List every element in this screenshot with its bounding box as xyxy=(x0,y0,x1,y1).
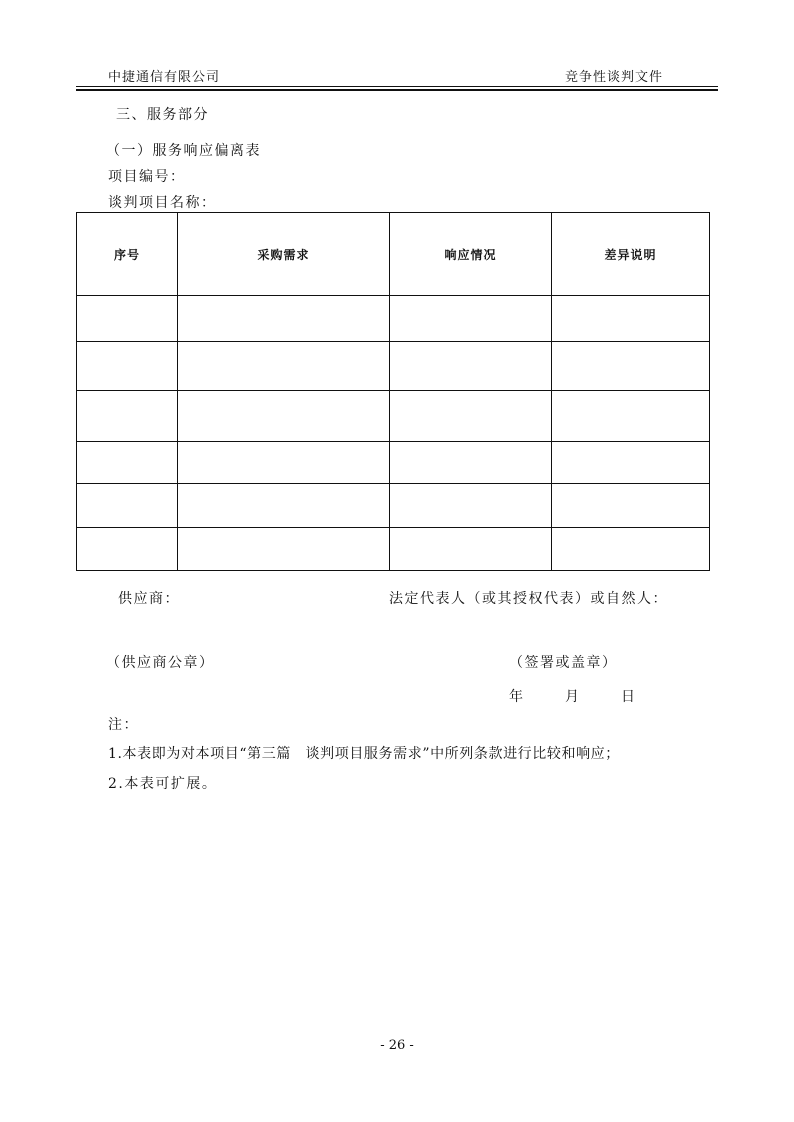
table-cell[interactable] xyxy=(552,296,710,342)
table-cell[interactable] xyxy=(178,342,390,391)
header-doc-type: 竞争性谈判文件 xyxy=(564,70,663,85)
table-cell[interactable] xyxy=(178,442,390,484)
table-row xyxy=(77,528,710,571)
table-row xyxy=(77,391,710,442)
table-row xyxy=(77,342,710,391)
header-company: 中捷通信有限公司 xyxy=(108,70,221,85)
table-cell[interactable] xyxy=(77,528,178,571)
column-header-requirement: 采购需求 xyxy=(178,213,390,296)
table-cell[interactable] xyxy=(390,442,552,484)
table-cell[interactable] xyxy=(552,391,710,442)
table-cell[interactable] xyxy=(77,391,178,442)
note-item: 1.本表即为对本项目“第三篇 谈判项目服务需求”中所列条款进行比较和响应； xyxy=(108,746,620,762)
table-cell[interactable] xyxy=(77,296,178,342)
table-cell[interactable] xyxy=(178,484,390,528)
date-day: 日 xyxy=(621,689,637,705)
table-cell[interactable] xyxy=(552,442,710,484)
project-name-label: 谈判项目名称： xyxy=(108,195,217,211)
date-year: 年 xyxy=(509,689,525,705)
column-header-seq: 序号 xyxy=(77,213,178,296)
notes-title: 注： xyxy=(108,717,139,733)
table-cell[interactable] xyxy=(552,484,710,528)
sign-or-seal-label: （签署或盖章） xyxy=(509,655,618,671)
page-number: - 26 - xyxy=(380,1038,414,1053)
table-cell[interactable] xyxy=(552,342,710,391)
table-header-row xyxy=(77,213,710,296)
header-rule-thin xyxy=(76,86,718,87)
table-cell[interactable] xyxy=(77,442,178,484)
header-rule-thick xyxy=(76,89,718,91)
legal-rep-label: 法定代表人（或其授权代表）或自然人： xyxy=(389,591,668,607)
table-cell[interactable] xyxy=(77,342,178,391)
table-cell[interactable] xyxy=(178,391,390,442)
date-month: 月 xyxy=(565,689,581,705)
table-cell[interactable] xyxy=(390,391,552,442)
column-header-deviation: 差异说明 xyxy=(552,213,710,296)
section-title: 三、服务部分 xyxy=(116,107,209,123)
note-item: 2.本表可扩展。 xyxy=(108,776,218,792)
column-header-response: 响应情况 xyxy=(390,213,552,296)
table-cell[interactable] xyxy=(77,484,178,528)
table-cell[interactable] xyxy=(552,528,710,571)
table-cell[interactable] xyxy=(390,342,552,391)
table-row xyxy=(77,442,710,484)
supplier-seal-label: （供应商公章） xyxy=(106,655,215,671)
service-deviation-table xyxy=(76,212,710,571)
table-cell[interactable] xyxy=(390,484,552,528)
table-cell[interactable] xyxy=(178,296,390,342)
table-cell[interactable] xyxy=(178,528,390,571)
subsection-title: （一）服务响应偏离表 xyxy=(106,143,261,159)
table-cell[interactable] xyxy=(390,296,552,342)
table-cell[interactable] xyxy=(390,528,552,571)
table-row xyxy=(77,296,710,342)
supplier-label: 供应商： xyxy=(118,591,180,607)
table-row xyxy=(77,484,710,528)
project-number-label: 项目编号： xyxy=(108,169,186,185)
